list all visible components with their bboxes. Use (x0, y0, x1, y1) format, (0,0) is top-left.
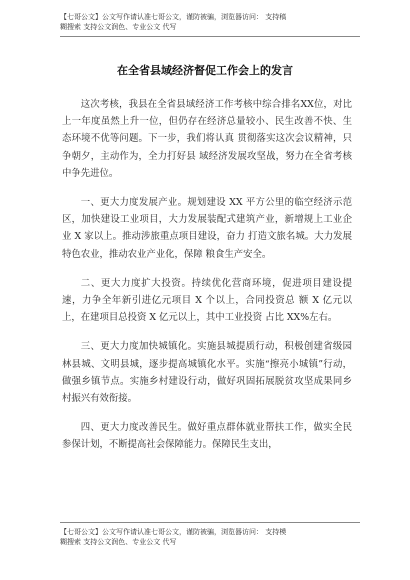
footer-watermark-banner (60, 527, 360, 547)
document-title: 在全省县域经济督促工作会上的发言 (117, 64, 293, 77)
header-divider (60, 36, 360, 37)
paragraph-urbanization: 三、更大力度加快城镇化。实施县城提质行动，积极创建省级园林县城、文明县城，逐步提高城镇化水平。实施“擦亮小城镇”行动，做强乡镇节点。实施乡村建设行动，做好巩固拓展脱贫攻坚成果同乡村振兴有效衔接。 (62, 341, 352, 405)
header-banner-line-2: 糊搜索 支持公文润色、专业公文 代写 (60, 23, 177, 31)
paragraph-investment: 二、更大力度扩大投资。持续优化营商环境，促进项目建设提速，力争全年新引进亿元项目 X 个以上，合同投资总 额 X 亿元以上，在建项目总投资 X 亿元以上，其中工业投资 占比 XX%左右。 (62, 277, 352, 324)
header-banner-line-1: 【七哥公文】公文写作请认准七哥公文，谨防被骗，浏览器访问： 支持稿 (60, 13, 287, 21)
header-watermark-banner (60, 12, 360, 32)
footer-banner-line-1: 【七哥公文】公文写作请认准七哥公文，谨防被骗，浏览器访问： 支持模 (60, 528, 287, 536)
paragraph-industry: 一、更大力度发展产业。规划建设 XX 平方公里的临空经济示范区，加快建设工业项目，大力发展装配式建筑产业，新增规上工业企业 X 家以上。推动涉旅重点项目建设，奋力 打造文旅名城。大力发展特色农业，推动农业产业化，保障 粮食生产安全。 (62, 197, 352, 260)
document-body (62, 96, 352, 466)
footer-banner-line-2: 糊搜索 支持公文润色、专业公文 代写 (60, 538, 177, 546)
paragraph-intro: 这次考核，我县在全省县域经济工作考核中综合排名XX位，对比上一年度虽然上升一位，但仍存在经济总量较小、民生改善不快、生态环境不优等问题。下一步，我们将认真 贯彻落实这次会议精神，只争朝夕，主动作为，全力打好县 域经济发展攻坚战，努力在全省考核中争先进位。 (62, 99, 352, 179)
footer-divider (60, 522, 360, 523)
paragraph-livelihood: 四、更大力度改善民生。做好重点群体就业帮扶工作，做实全民参保计划，不断提高社会保障能力。保障民生支出， (62, 422, 352, 451)
